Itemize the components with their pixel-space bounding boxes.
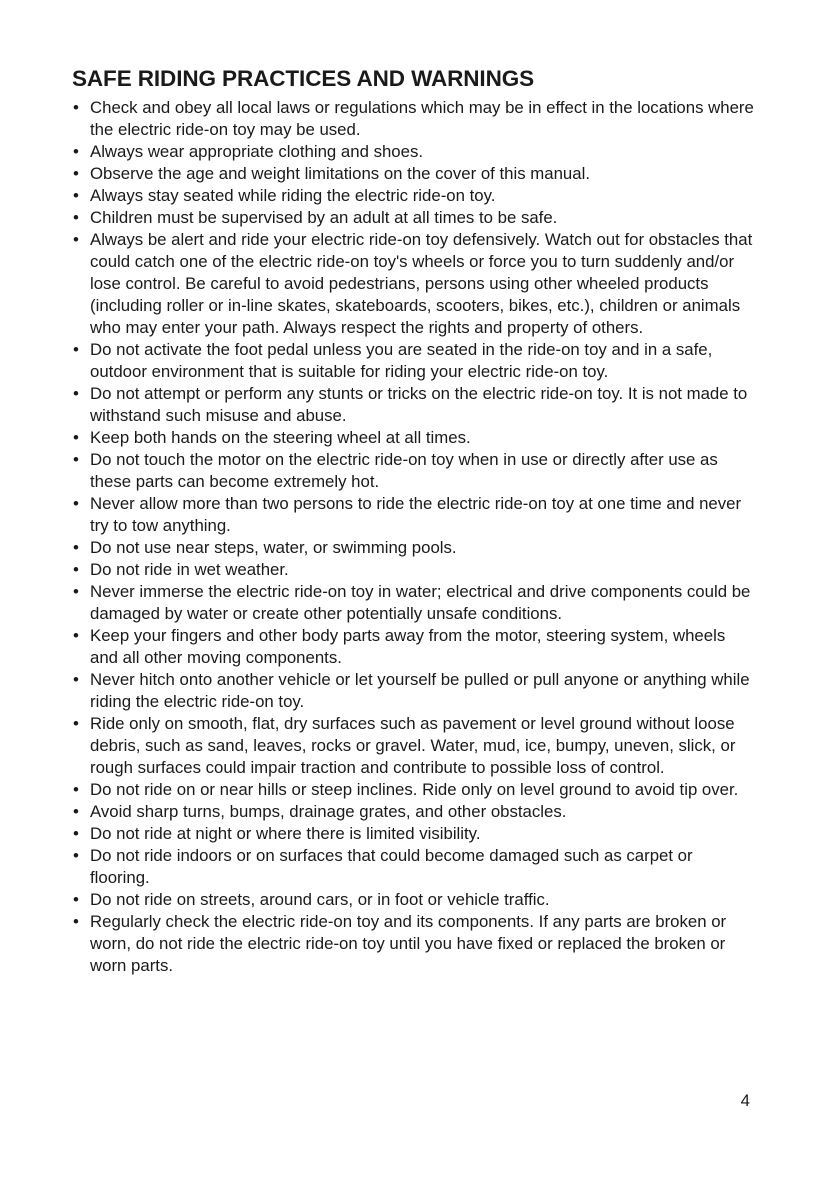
list-item [72,845,756,889]
list-item [72,669,756,713]
list-item [72,537,756,559]
list-item [72,493,756,537]
list-item-text: Do not use near steps, water, or swimming pools. [90,538,457,557]
list-item-text: Always stay seated while riding the electric ride-on toy. [90,186,496,205]
list-item [72,779,756,801]
list-item-text: Ride only on smooth, flat, dry surfaces such as pavement or level ground without loose debris, such as sand, leaves, rocks or gravel. Water, mud, ice, bumpy, uneven, slick, or rough surfaces could impair traction and contribute to possible loss of control. [90,714,736,777]
list-item-text: Do not ride on streets, around cars, or in foot or vehicle traffic. [90,890,550,909]
list-item-text: Regularly check the electric ride-on toy and its components. If any parts are broken or worn, do not ride the electric ride-on toy until you have fixed or replaced the broken or worn parts. [90,912,727,975]
list-item-text: Do not ride at night or where there is limited visibility. [90,824,481,843]
bullet-icon: • [73,230,79,249]
section-title: SAFE RIDING PRACTICES AND WARNINGS [72,66,535,91]
list-item [72,889,756,911]
list-item [72,185,756,207]
safety-rules-list [72,97,756,977]
list-item [72,801,756,823]
bullet-icon: • [73,450,79,469]
list-item [72,427,756,449]
list-item [72,449,756,493]
bullet-icon: • [73,142,79,161]
bullet-icon: • [73,538,79,557]
list-item-text: Do not ride in wet weather. [90,560,289,579]
list-item-text: Observe the age and weight limitations on the cover of this manual. [90,164,590,183]
list-item-text: Do not ride indoors or on surfaces that could become damaged such as carpet or flooring. [90,846,693,887]
bullet-icon: • [73,164,79,183]
bullet-icon: • [73,780,79,799]
list-item [72,339,756,383]
list-item [72,713,756,779]
list-item [72,559,756,581]
list-item-text: Do not ride on or near hills or steep inclines. Ride only on level ground to avoid tip over. [90,780,739,799]
bullet-icon: • [73,890,79,909]
bullet-icon: • [73,802,79,821]
bullet-icon: • [73,626,79,645]
bullet-icon: • [73,186,79,205]
list-item [72,163,756,185]
bullet-icon: • [73,582,79,601]
list-item [72,383,756,427]
list-item-text: Do not attempt or perform any stunts or tricks on the electric ride-on toy. It is not made to withstand such misuse and abuse. [90,384,748,425]
bullet-icon: • [73,824,79,843]
bullet-icon: • [73,494,79,513]
bullet-icon: • [73,846,79,865]
list-item-text: Never allow more than two persons to ride the electric ride-on toy at one time and never try to tow anything. [90,494,742,535]
list-item-text: Never immerse the electric ride-on toy in water; electrical and drive components could be damaged by water or create other potentially unsafe conditions. [90,582,751,623]
list-item-text: Never hitch onto another vehicle or let yourself be pulled or pull anyone or anything while riding the electric ride-on toy. [90,670,750,711]
list-item [72,581,756,625]
bullet-icon: • [73,428,79,447]
list-item [72,141,756,163]
list-item [72,625,756,669]
list-item-text: Always be alert and ride your electric ride-on toy defensively. Watch out for obstacles that could catch one of the electric ride-on toy's wheels or force you to turn suddenly and/or lose control. Be careful to avoid pedestrians, persons using other wheeled products (including roller or in-line skates, skateboards, scooters, bikes, etc.), children or animals who may enter your path. Always respect the rights and property of others. [90,230,753,337]
list-item [72,207,756,229]
list-item [72,823,756,845]
bullet-icon: • [73,670,79,689]
list-item-text: Avoid sharp turns, bumps, drainage grates, and other obstacles. [90,802,567,821]
bullet-icon: • [73,384,79,403]
bullet-icon: • [73,714,79,733]
list-item-text: Children must be supervised by an adult at all times to be safe. [90,208,558,227]
bullet-icon: • [73,208,79,227]
list-item-text: Check and obey all local laws or regulations which may be in effect in the locations where the electric ride-on toy may be used. [90,98,754,139]
bullet-icon: • [73,340,79,359]
list-item-text: Always wear appropriate clothing and shoes. [90,142,424,161]
list-item-text: Keep your fingers and other body parts away from the motor, steering system, wheels and all other moving components. [90,626,726,667]
bullet-icon: • [73,98,79,117]
list-item [72,229,756,339]
list-item [72,911,756,977]
page-number: 4 [740,1091,750,1110]
list-item [72,97,756,141]
list-item-text: Keep both hands on the steering wheel at all times. [90,428,471,447]
bullet-icon: • [73,912,79,931]
list-item-text: Do not touch the motor on the electric ride-on toy when in use or directly after use as these parts can become extremely hot. [90,450,718,491]
bullet-icon: • [73,560,79,579]
manual-page [72,64,756,977]
list-item-text: Do not activate the foot pedal unless you are seated in the ride-on toy and in a safe, outdoor environment that is suitable for riding your electric ride-on toy. [90,340,713,381]
